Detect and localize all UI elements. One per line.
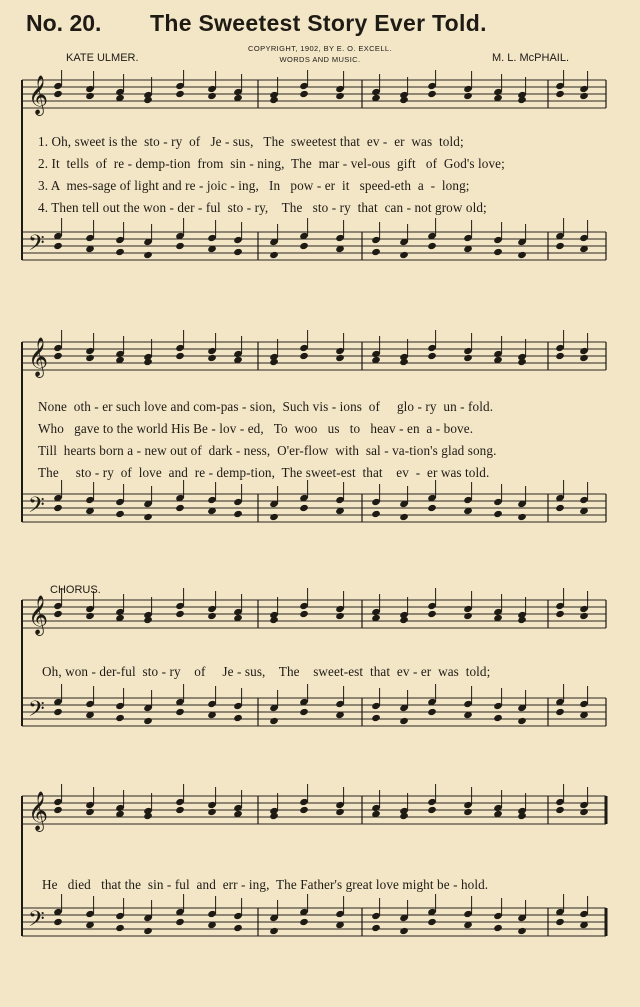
note-head <box>427 352 437 360</box>
note-head <box>463 92 473 100</box>
note-head <box>371 248 381 256</box>
note-head <box>53 504 63 512</box>
note-head <box>463 808 473 816</box>
note-head <box>115 714 125 722</box>
note-head <box>269 927 279 935</box>
chorus-label: CHORUS. <box>50 584 101 596</box>
note-head <box>143 513 153 521</box>
lyric-line: Oh, won - der-ful sto - ry of Je - sus, The sweet-est that ev - er was told; <box>42 664 491 679</box>
bass-clef-icon: 𝄢 <box>28 697 45 727</box>
treble-staff <box>22 80 606 108</box>
note-head <box>233 510 243 518</box>
lyric-line: None oth - er such love and com-pas - sion, Such vis - ions of glo - ry un - fold. <box>38 399 494 414</box>
note-head <box>85 354 95 362</box>
note-head <box>517 513 527 521</box>
note-head <box>233 924 243 932</box>
note-head <box>517 717 527 725</box>
note-head <box>517 927 527 935</box>
note-head <box>335 612 345 620</box>
note-head <box>555 352 565 360</box>
note-head <box>207 808 217 816</box>
note-head <box>299 708 309 716</box>
note-head <box>269 513 279 521</box>
note-head <box>53 918 63 926</box>
bass-clef-icon: 𝄢 <box>28 907 45 937</box>
note-head <box>427 708 437 716</box>
treble-clef-icon: 𝄞 <box>28 337 49 377</box>
note-head <box>85 92 95 100</box>
note-head <box>85 612 95 620</box>
note-head <box>427 918 437 926</box>
note-head <box>427 90 437 98</box>
note-head <box>427 806 437 814</box>
note-head <box>463 612 473 620</box>
note-head <box>207 92 217 100</box>
note-head <box>207 612 217 620</box>
note-head <box>299 242 309 250</box>
words-author: KATE ULMER. <box>66 52 139 64</box>
lyric-line: The sto - ry of love and re - demp-tion, The sweet-est that ev - er was told. <box>38 465 490 480</box>
note-head <box>53 806 63 814</box>
note-head <box>53 242 63 250</box>
note-head <box>555 806 565 814</box>
note-head <box>143 717 153 725</box>
treble-staff <box>22 796 606 824</box>
note-head <box>85 808 95 816</box>
note-head <box>493 714 503 722</box>
note-head <box>555 918 565 926</box>
bass-clef-icon: 𝄢 <box>28 231 45 261</box>
note-head <box>399 717 409 725</box>
treble-clef-icon: 𝄞 <box>28 75 49 115</box>
treble-staff <box>22 600 606 628</box>
copyright-notice <box>200 43 440 65</box>
lyric-line: He died that the sin - ful and err - ing, The Father's great love might be - hold. <box>42 877 489 892</box>
treble-clef-icon: 𝄞 <box>28 791 49 831</box>
lyric-line: Till hearts born a - new out of dark - ness, O'er-flow with sal - va-tion's glad song. <box>38 443 497 458</box>
note-head <box>175 918 185 926</box>
note-head <box>555 504 565 512</box>
note-head <box>53 708 63 716</box>
note-head <box>299 610 309 618</box>
note-head <box>299 90 309 98</box>
words-and-music-line: WORDS AND MUSIC. <box>279 55 361 64</box>
copyright-line: COPYRIGHT, 1902, BY E. O. EXCELL. <box>248 44 392 53</box>
note-head <box>427 504 437 512</box>
note-head <box>175 708 185 716</box>
note-head <box>207 354 217 362</box>
note-head <box>427 610 437 618</box>
lyric-line: 4. Then tell out the won - der - ful sto - ry, The sto - ry that can - not grow old; <box>38 200 487 215</box>
note-head <box>463 354 473 362</box>
note-head <box>579 92 589 100</box>
note-head <box>493 924 503 932</box>
hymn-title: The Sweetest Story Ever Told. <box>150 10 487 36</box>
note-head <box>299 806 309 814</box>
note-head <box>143 927 153 935</box>
note-head <box>579 612 589 620</box>
bass-clef-icon: 𝄢 <box>28 493 45 523</box>
note-head <box>175 806 185 814</box>
note-head <box>53 352 63 360</box>
music-system-2 <box>0 322 640 552</box>
treble-clef-icon: 𝄞 <box>28 595 49 635</box>
note-head <box>233 248 243 256</box>
lyric-line: 2. It tells of re - demp-tion from sin - ning, The mar - vel-ous gift of God's love; <box>38 156 505 171</box>
note-head <box>299 918 309 926</box>
note-head <box>269 717 279 725</box>
note-head <box>399 927 409 935</box>
note-head <box>371 714 381 722</box>
note-head <box>115 924 125 932</box>
note-head <box>427 242 437 250</box>
note-head <box>555 708 565 716</box>
note-head <box>579 354 589 362</box>
note-head <box>555 90 565 98</box>
note-head <box>299 504 309 512</box>
note-head <box>53 90 63 98</box>
note-head <box>493 510 503 518</box>
note-head <box>555 242 565 250</box>
lyric-line: 3. A mes-sage of light and re - joic - ing, In pow - er it speed-eth a - long; <box>38 178 470 193</box>
note-head <box>269 251 279 259</box>
note-head <box>399 251 409 259</box>
note-head <box>175 352 185 360</box>
note-head <box>115 248 125 256</box>
note-head <box>371 510 381 518</box>
note-head <box>299 352 309 360</box>
note-head <box>53 610 63 618</box>
note-head <box>335 92 345 100</box>
note-head <box>143 251 153 259</box>
note-head <box>493 248 503 256</box>
hymn-number: No. 20. <box>26 10 102 36</box>
note-head <box>399 513 409 521</box>
note-head <box>175 610 185 618</box>
note-head <box>175 90 185 98</box>
note-head <box>175 504 185 512</box>
music-composer: M. L. McPHAIL. <box>492 52 570 64</box>
lyric-line: Who gave to the world His Be - lov - ed, To woo us to heav - en a - bove. <box>38 421 474 436</box>
note-head <box>115 510 125 518</box>
note-head <box>233 714 243 722</box>
note-head <box>371 924 381 932</box>
note-head <box>335 354 345 362</box>
lyric-line: 1. Oh, sweet is the sto - ry of Je - sus, The sweetest that ev - er was told; <box>38 134 464 149</box>
title-row <box>0 6 640 40</box>
note-head <box>555 610 565 618</box>
note-head <box>175 242 185 250</box>
note-head <box>335 808 345 816</box>
note-head <box>517 251 527 259</box>
treble-staff <box>22 342 606 370</box>
note-head <box>579 808 589 816</box>
